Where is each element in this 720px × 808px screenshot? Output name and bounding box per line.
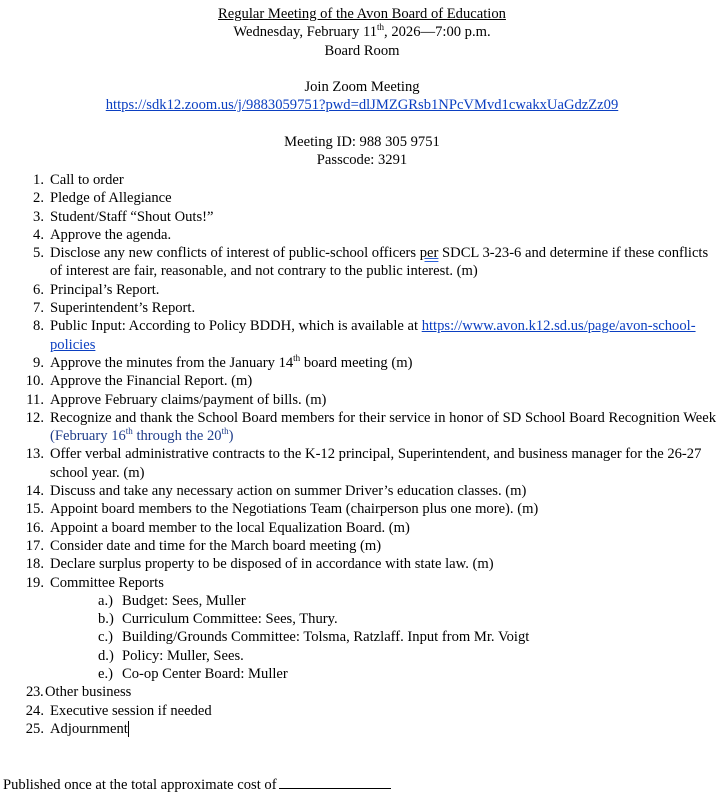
committee-item: c.) Building/Grounds Committee: Tolsma, Ratzlaff. Input from Mr. Voigt [98,629,530,646]
list-item: 4. Approve the agenda. [33,226,172,243]
committee-item: b.) Curriculum Committee: Sees, Thury. [98,611,338,628]
list-item: 19. Committee Reports [25,574,164,591]
zoom-label: Join Zoom Meeting [304,79,420,96]
list-item: 16. Appoint a board member to the local Equalization Board. (m) [25,519,410,536]
meeting-location: Board Room [324,42,400,59]
cost-blank [279,774,391,789]
list-item: 18. Declare surplus property to be disposed of in accordance with state law. (m) [25,556,494,573]
list-item: 5. Disclose any new conflicts of interest of public-school officers per SDCL 3-23-6 and determine if these conflicts of interest are fair, reasonable, and not contrary to the public interest. (m) [33,245,709,280]
passcode: Passcode: 3291 [316,152,408,169]
committee-item: a.) Budget: Sees, Muller [98,592,246,609]
list-item: 23. Other business [26,684,132,701]
document-header [0,5,720,170]
list-item: 24. Executive session if needed [25,702,212,719]
agenda-list [0,171,720,738]
list-item: 6. Principal’s Report. [33,281,160,298]
list-item: 15. Appoint board members to the Negotiations Team (chairperson plus one more). (m) [25,501,539,518]
list-item: 7. Superintendent’s Report. [33,300,196,317]
policies-link[interactable]: https://www.avon.k12.sd.us/page/avon-school-policies [50,318,696,353]
list-item: 12. Recognize and thank the School Board members for their service in honor of SD School Board Recognition Week (February 16th through the 20th) [25,409,717,445]
committee-item: e.) Co-op Center Board: Muller [98,666,288,683]
list-item: 9. Approve the minutes from the January 14th board meeting (m) [33,353,413,371]
meeting-id: Meeting ID: 988 305 9751 [284,134,440,151]
meeting-date: Wednesday, February 11th, 2026—7:00 p.m. [233,22,491,41]
document-title: Regular Meeting of the Avon Board of Education [218,6,506,22]
list-item: 8. Public Input: According to Policy BDDH, which is available at https://www.avon.k12.sd.us/page/avon-school-policies [33,318,696,353]
list-item: 11. Approve February claims/payment of bills. (m) [26,391,327,408]
list-item: 17. Consider date and time for the March board meeting (m) [25,537,382,554]
list-item: 3. Student/Staff “Shout Outs!” [33,208,214,225]
list-item: 25. Adjournment [25,720,128,737]
committee-item: d.) Policy: Muller, Sees. [98,647,244,664]
list-item: 10. Approve the Financial Report. (m) [25,373,253,390]
zoom-link[interactable]: https://sdk12.zoom.us/j/9883059751?pwd=dlJMZGRsb1NPcVMvd1cwakxUaGdzZz09 [105,97,619,114]
list-item: 14. Discuss and take any necessary action on summer Driver’s education classes. (m) [25,483,527,500]
list-item: 2. Pledge of Allegiance [33,190,172,207]
list-item: 13. Offer verbal administrative contracts to the K-12 principal, Superintendent, and business manager for the 26-27 school year. (m) [25,446,702,481]
list-item: 1. Call to order [33,172,124,188]
published-notice: Published once at the total approximate cost of [3,774,391,794]
